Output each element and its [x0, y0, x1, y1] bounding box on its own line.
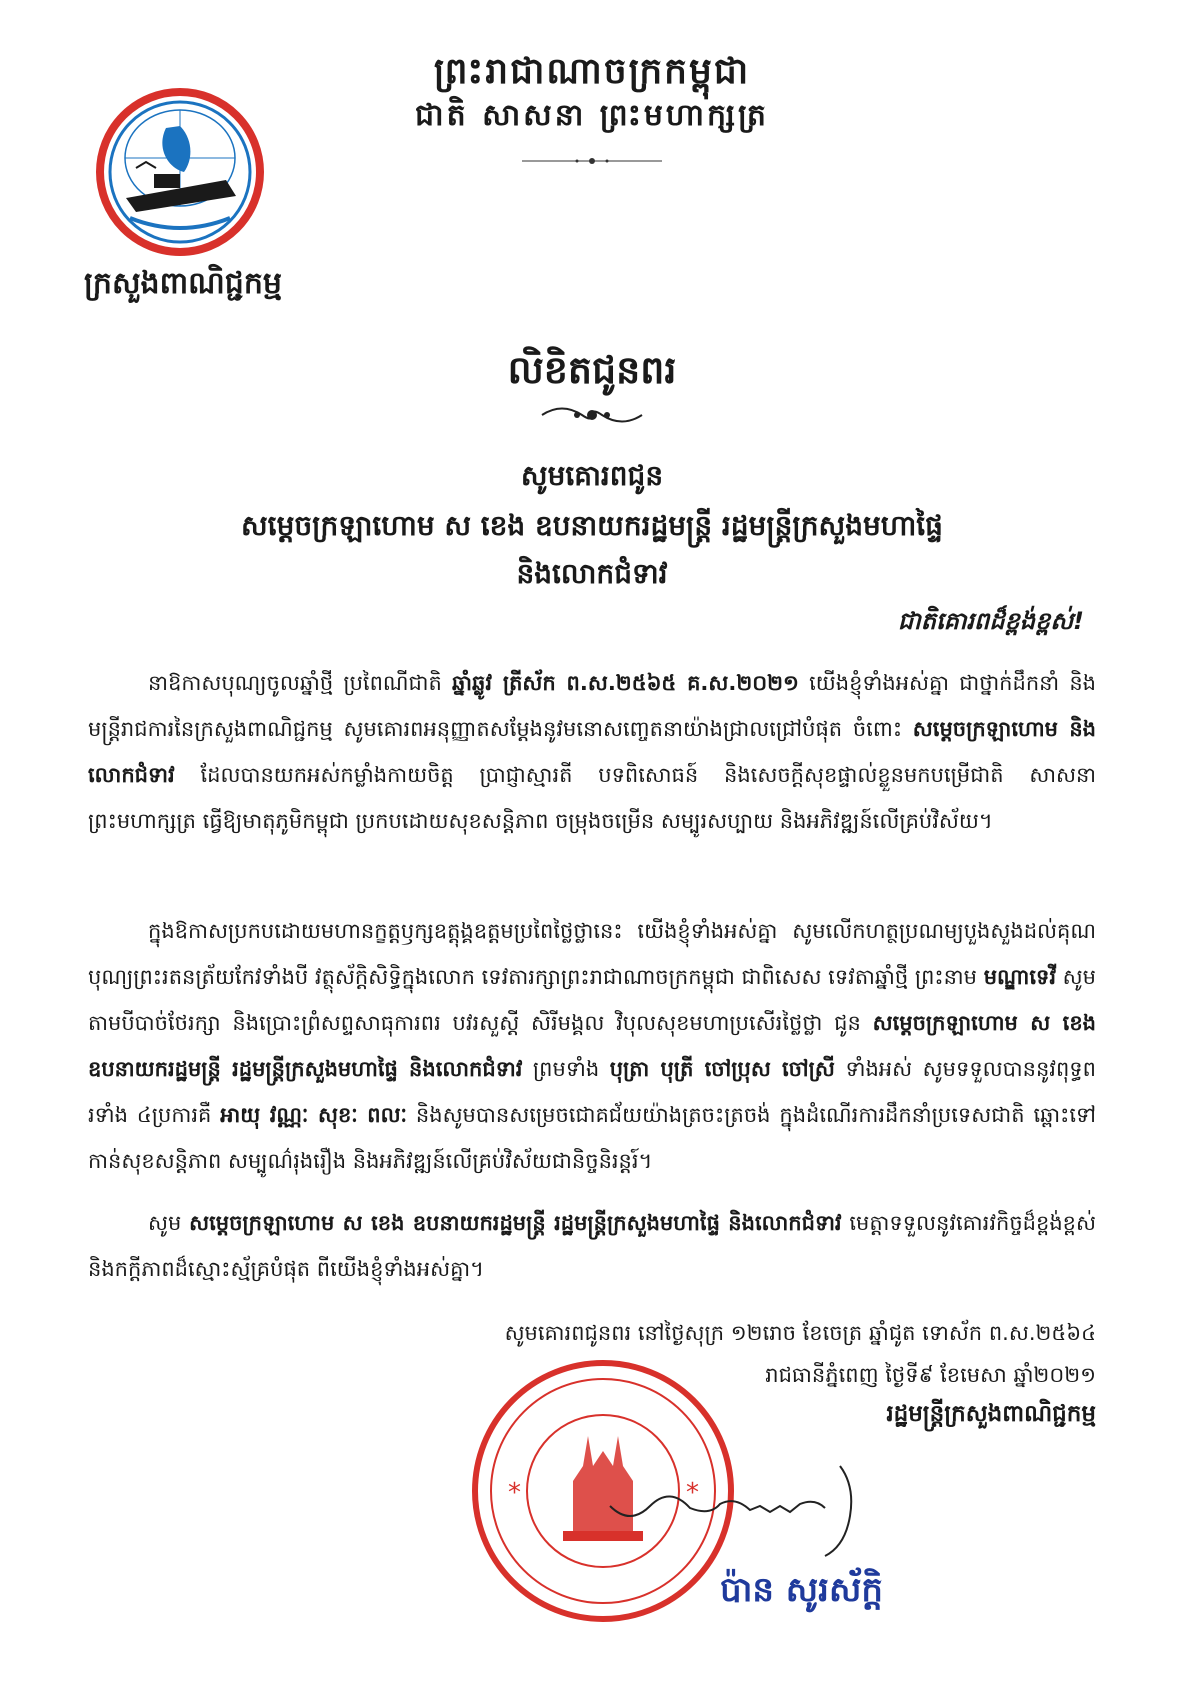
- paragraph-3: [88, 1200, 1096, 1292]
- kingdom-heading: ព្រះរាជាណាចក្រកម្ពុជា: [433, 51, 751, 92]
- signer-title: រដ្ឋមន្ត្រីក្រសួងពាណិជ្ជកម្ម: [886, 1401, 1096, 1427]
- p2-text-3: ព្រមទាំង: [532, 1057, 600, 1081]
- recipient-line-2: និងលោកជំទាវ: [516, 557, 668, 590]
- p1-bold-2: សម្តេចក្រឡាហោម និងលោកជំទាវ: [88, 717, 1096, 787]
- paragraph-2: [88, 908, 1096, 1184]
- signer-name: ប៉ាន សូរស័ក្តិ: [720, 1570, 883, 1610]
- p3-text-2: មេត្តាទទួលនូវគោរវកិច្ចដ៏ខ្ពង់ខ្ពស់ និងកក្តីភាពដ៏ស្មោះស្ម័គ្របំផុត ពីយើងខ្ញុំទាំងអស់គ្នា។: [88, 1211, 1096, 1281]
- p2-text-1: ក្នុងឱកាសប្រកបដោយមហានក្ខត្តឫក្សឧត្តុង្គឧត្តមប្រពៃថ្លៃថ្លានេះ យើងខ្ញុំទាំងអស់គ្នា សូមលើកហត្ថប្រណម្យបួងសួងដល់គុណបុណ្យព្រះរតនត្រ័យកែវទាំងបី វត្ថុស័ក្តិសិទ្ធិក្នុងលោក ទេវតារក្សាព្រះរាជាណាចក្រកម្ពុជា ជាពិសេស ទេវតាឆ្នាំថ្មី ព្រះនាម: [88, 919, 1096, 989]
- paragraph-1: [88, 660, 1096, 844]
- p1-text-2: យើងខ្ញុំទាំងអស់គ្នា ជាថ្នាក់ដឹកនាំ និងមន្ត្រីរាជការនៃក្រសួងពាណិជ្ជកម្ម សូមគោរពអនុញ្ញាតសម្តែងនូវមនោសញ្ចេតនាយ៉ាងជ្រាលជ្រៅបំផុត ចំពោះ: [88, 671, 1096, 741]
- p3-bold-1: សម្តេចក្រឡាហោម ស ខេង ឧបនាយករដ្ឋមន្ត្រី រដ្ឋមន្ត្រីក្រសួងមហាផ្ទៃ និងលោកជំទាវ: [189, 1211, 842, 1235]
- p2-text-5: និងសូមបានសម្រេចជោគជ័យយ៉ាងត្រចះត្រចង់ ក្នុងដំណើរការដឹកនាំប្រទេសជាតិ ឆ្ពោះទៅកាន់សុខសន្តិភាព សម្បូណ៌រុងរឿង និងអភិវឌ្ឍន៍លើគ្រប់វិស័យជានិច្ចនិរន្តរ៍។: [88, 1103, 1096, 1173]
- greeting-line: សូមគោរពជូន: [520, 459, 664, 492]
- svg-text:*: *: [686, 1478, 699, 1508]
- document-title: លិខិតជូនពរ: [507, 348, 677, 392]
- p2-bold-2: សម្តេចក្រឡាហោម ស ខេង ឧបនាយករដ្ឋមន្ត្រី រដ្ឋមន្ត្រីក្រសួងមហាផ្ទៃ និងលោកជំទាវ: [88, 1011, 1097, 1081]
- slogan: ជាតិគោរពដ៏ខ្ពង់ខ្ពស់!: [897, 607, 1084, 635]
- p2-bold-3: បុត្រា បុត្រី ចៅប្រុស ចៅស្រី: [609, 1057, 835, 1081]
- p1-text-3: ដែលបានយកអស់កម្លាំងកាយចិត្ត ប្រាជ្ញាស្មារតី បទពិសោធន៍ និងសេចក្តីសុខផ្ទាល់ខ្លួនមកបម្រើជាតិ សាសនា ព្រះមហាក្សត្រ ធ្វើឱ្យមាតុភូមិកម្ពុជា ប្រកបដោយសុខសន្តិភាព ចម្រុងចម្រើន សម្បូរសប្បាយ និងអភិវឌ្ឍន៍លើគ្រប់វិស័យ។: [88, 763, 1096, 833]
- issuing-ministry: ក្រសួងពាណិជ្ជកម្ម: [84, 266, 282, 301]
- ministry-logo-icon: [96, 88, 264, 258]
- national-motto: ជាតិ សាសនា ព្រះមហាក្សត្រ: [415, 98, 769, 133]
- p2-bold-4: អាយុ វណ្ណៈ សុខៈ ពលៈ: [220, 1103, 407, 1127]
- p3-text-1: សូម: [148, 1211, 182, 1235]
- p1-text-1: នាឱកាសបុណ្យចូលឆ្នាំថ្មី ប្រពៃណីជាតិ: [148, 671, 442, 695]
- p2-text-4: ទាំងអស់ សូមទទួលបាននូវពុទ្ធពរទាំង ៤ប្រការគឺ: [88, 1057, 1096, 1127]
- p2-text-2: សូមតាមបីបាច់ថែរក្សា និងប្រោះព្រំសព្ទសាធុការពរ បវរសួស្តី សិរីមង្គល វិបុលសុខមហាប្រសើរថ្លៃថ្លា ជូន: [88, 965, 1096, 1035]
- recipient-line-1: សម្តេចក្រឡាហោម ស ខេង ឧបនាយករដ្ឋមន្ត្រី រដ្ឋមន្ត្រីក្រសួងមហាផ្ទៃ: [241, 509, 943, 542]
- svg-text:*: *: [508, 1478, 521, 1508]
- closing-date-solar: រាជធានីភ្នំពេញ ថ្ងៃទី៩ ខែមេសា ឆ្នាំ២០២១: [765, 1363, 1096, 1387]
- p2-bold-1: មណ្ឌាទេវី: [983, 965, 1056, 989]
- p1-bold-1: ឆ្នាំឆ្លូវ ត្រីស័ក ព.ស.២៥៦៥ គ.ស.២០២១: [452, 671, 799, 695]
- ornament-divider-icon: [0, 400, 1184, 434]
- closing-date-lunar: សូមគោរពជូនពរ នៅថ្ងៃសុក្រ ១២រោច ខែចេត្រ ឆ្នាំជូត ទោស័ក ព.ស.២៥៦៤: [504, 1321, 1096, 1345]
- signature-icon: [600, 1446, 930, 1566]
